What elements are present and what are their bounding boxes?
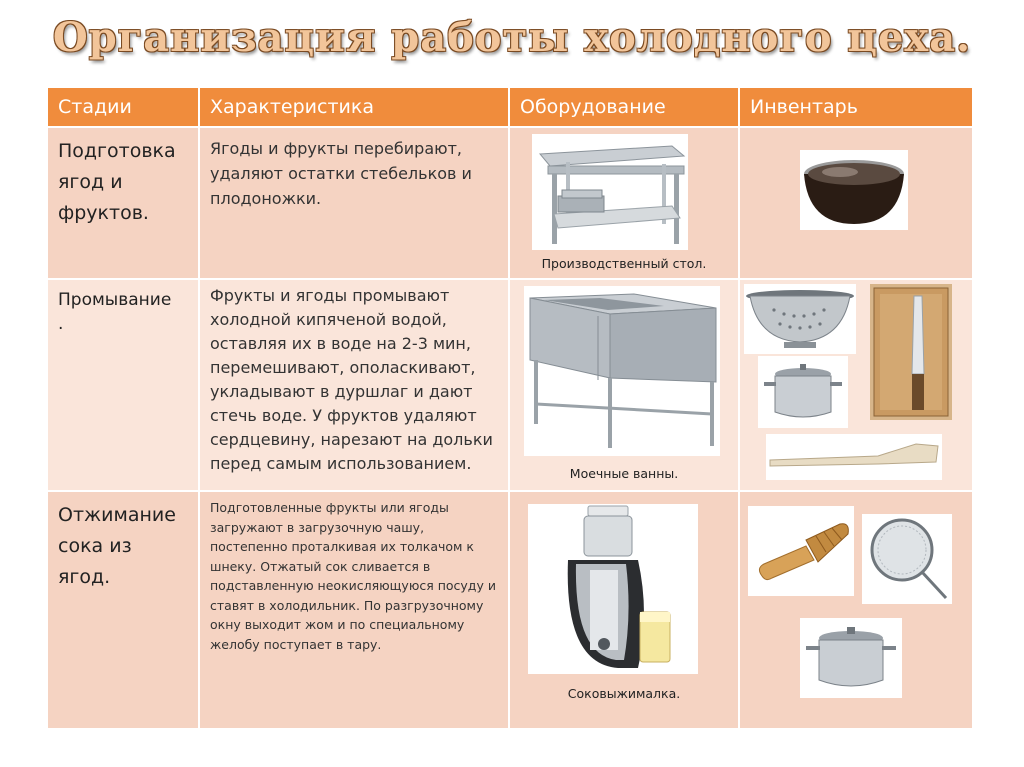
equipment-cell (510, 492, 738, 728)
stage-description: Ягоды и фрукты перебирают, удаляют остатки стебельков и плодоножки. (210, 139, 472, 208)
colander-icon (744, 284, 856, 354)
stage-description: Фрукты и ягоды промывают холодной кипяченой водой, оставляя их в воде на 2-3 мин, перемешивают, ополаскивают, укладывают в дуршлаг и дают стечь воде. У фруктов удаляют сердцевину, нарезают на дольки перед самым использованием. (210, 286, 493, 473)
saucepan-icon (800, 618, 902, 698)
stage-cell (48, 128, 198, 278)
saucepan-icon (758, 356, 848, 428)
equipment-caption: Моечные ванны. (569, 466, 679, 481)
pestle-icon (748, 506, 854, 596)
column-header-characteristic: Характеристика (200, 88, 508, 126)
table-header-row (48, 88, 972, 126)
double-sink-icon (524, 286, 720, 456)
equipment-cell (510, 128, 738, 278)
stage-cell (48, 492, 198, 728)
steel-work-table-icon (532, 134, 688, 250)
inventory-cell (740, 128, 972, 278)
stage-label: Отжимание сока из ягод. (58, 504, 176, 588)
description-cell (200, 128, 508, 278)
inventory-cell (740, 492, 972, 728)
column-header-stages: Стадии (48, 88, 198, 126)
description-cell (200, 280, 508, 490)
page-title: Организация работы холодного цеха. (52, 14, 972, 61)
spatula-icon (766, 434, 942, 480)
table-row (48, 492, 972, 728)
table-row (48, 280, 972, 490)
inventory-cell (740, 280, 972, 490)
stage-description: Подготовленные фрукты или ягоды загружают в загрузочную чашу, постепенно проталкивая их толкачом к шнеку. Отжатый сок сливается в подставленную неокисляющуюся посуду и ставят в холодильник. По разгрузочному окну выходит жом и по специальному желобу поступает в тару. (210, 500, 496, 652)
column-header-inventory: Инвентарь (740, 88, 972, 126)
stage-label: Промывание . (58, 290, 172, 334)
equipment-caption: Производственный стол. (541, 256, 707, 271)
table-row (48, 128, 972, 278)
cold-shop-table (46, 86, 974, 730)
bowl-icon (800, 150, 908, 230)
juicer-icon (528, 504, 698, 674)
stage-cell (48, 280, 198, 490)
column-header-equipment: Оборудование (510, 88, 738, 126)
stage-label: Подготовка ягод и фруктов. (58, 140, 176, 224)
description-cell (200, 492, 508, 728)
equipment-caption: Соковыжималка. (567, 686, 681, 701)
cutting-board-knife-icon (870, 284, 952, 420)
equipment-cell (510, 280, 738, 490)
sieve-icon (862, 514, 952, 604)
